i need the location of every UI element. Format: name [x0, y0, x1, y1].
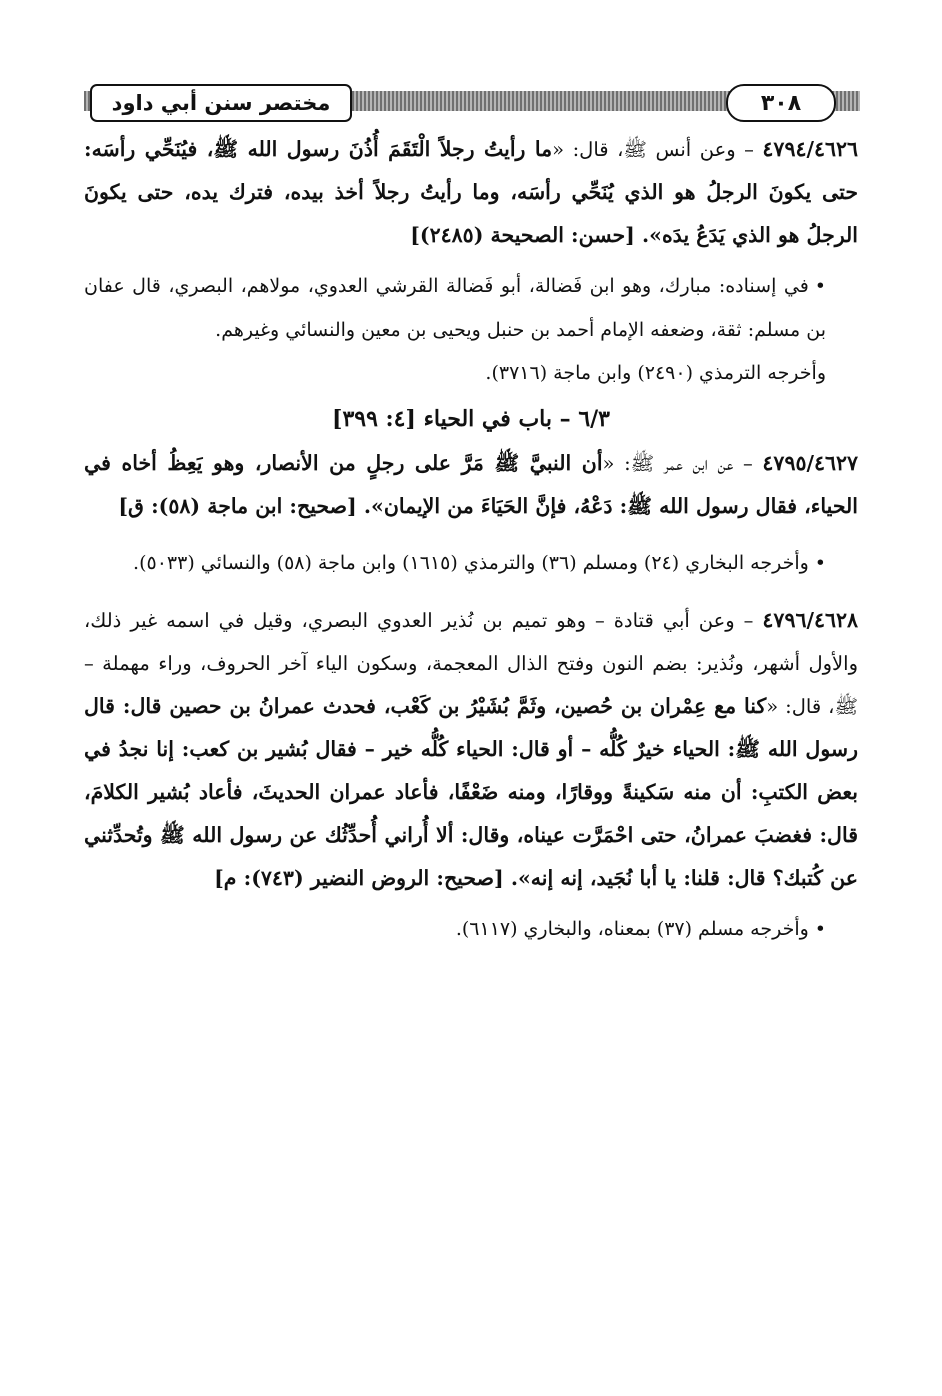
section-heading — [84, 396, 858, 442]
bullet-icon: • — [814, 275, 826, 297]
hadith-narrator: – وعن أبي قتادة – وهو تميم بن نُذير العدوي البصري، وقيل في اسمه غير ذلك، والأول أشهر، ونُذير: بضم النون وفتح الذال المعجمة، وسكون الياء آخر الحروف، وراء مهملة – ﷺ، قال: « — [84, 609, 858, 718]
page-header — [84, 82, 860, 122]
hadith-number: ٤٧٩٥/٤٦٢٧ — [762, 450, 858, 475]
page-number-box — [726, 84, 836, 122]
bullet-icon: • — [814, 551, 826, 574]
hadith-number: ٤٧٩٤/٤٦٢٦ — [762, 137, 858, 161]
hadith-4796 — [84, 599, 858, 900]
page-content — [84, 128, 858, 952]
bullet-icon: • — [814, 918, 826, 940]
book-title-box — [90, 84, 352, 122]
hadith-text: أن النبيَّ ﷺ مَرَّ على رجلٍ من الأنصار، وهو يَعِظُ أخاه في الحياء، فقال رسول الله ﷺ: دَعْهُ، فإنَّ الحَيَاءَ من الإيمان». [صحيح: ابن ماجة (٥٨): ق] — [84, 450, 858, 518]
hadith-4794 — [84, 128, 858, 257]
page-number: ٣٠٨ — [760, 90, 802, 116]
note-text: وأخرجه مسلم (٣٧) بمعناه، والبخاري (٦١١٧). — [455, 918, 809, 940]
hadith-text: كنا مع عِمْران بن حُصين، وثَمَّ بُشَيْرُ بن كَعْب، فحدث عمرانُ بن حصين قال: قال رسول الله ﷺ: الحياء خيرٌ كُلُّه – أو قال: الحياء كُلُّه خير – فقال بُشير بن كعب: إنا نجدُ في بعض الكتبِ: أن منه سَكينةً ووقارًا، ومنه ضَعْفًا، فأعاد عمران الحديثَ، فأعاد بُشير الكلامَ، قال: فغضبَ عمرانُ، حتى احْمَرَّت عيناه، وقال: ألا أُراني أُحدِّثُك عن رسول الله ﷺ وتُحدِّثني عن كُتبك؟ قال: قلنا: يا أبا نُجَيد، إنه إنه». [صحيح: الروض النضير (٧٤٣): م] — [84, 694, 858, 890]
hadith-text: ما رأيتُ رجلاً الْتَقَمَ أُذُنَ رسول الله ﷺ، فيُنَحِّي رأسَه: حتى يكونَ الرجلُ هو الذي يُنَحِّي رأسَه، وما رأيتُ رجلاً أخذ بيده، فترك يده، حتى يكونَ الرجلُ هو الذي يَدَعُ يدَه». [حسن: الصحيحة (٢٤٨٥)] — [84, 137, 858, 247]
hadith-number: ٤٧٩٦/٤٦٢٨ — [762, 608, 858, 632]
note-4794-takhrij — [84, 352, 858, 396]
book-title: مختصر سنن أبي داود — [111, 91, 331, 115]
note-4796-takhrij — [84, 908, 858, 952]
hadith-narrator: – وعن أنس ﷺ، قال: « — [552, 138, 763, 161]
note-text: وأخرجه الترمذي (٢٤٩٠) وابن ماجة (٣٧١٦). — [485, 362, 826, 384]
note-text: في إسناده: مبارك، وهو ابن فَضالة، أبو فَضالة القرشي العدوي، مولاهم، البصري، قال عفان بن مسلم: ثقة، وضعفه الإمام أحمد بن حنبل ويحيى بن معين والنسائي وغيرهم. — [84, 275, 826, 341]
note-4794-isnad — [84, 265, 858, 352]
note-text: وأخرجه البخاري (٢٤) ومسلم (٣٦) والترمذي (١٦١٥) وابن ماجة (٥٨) والنسائي (٥٠٣٣). — [133, 551, 809, 574]
section-title: ٦/٣ – باب في الحياء [٤: ٣٩٩] — [332, 405, 610, 432]
hadith-4795 — [84, 442, 858, 528]
note-4795-takhrij — [84, 542, 858, 586]
hadith-narrator: – عن ابن عمر ﷺ: « — [602, 451, 763, 475]
